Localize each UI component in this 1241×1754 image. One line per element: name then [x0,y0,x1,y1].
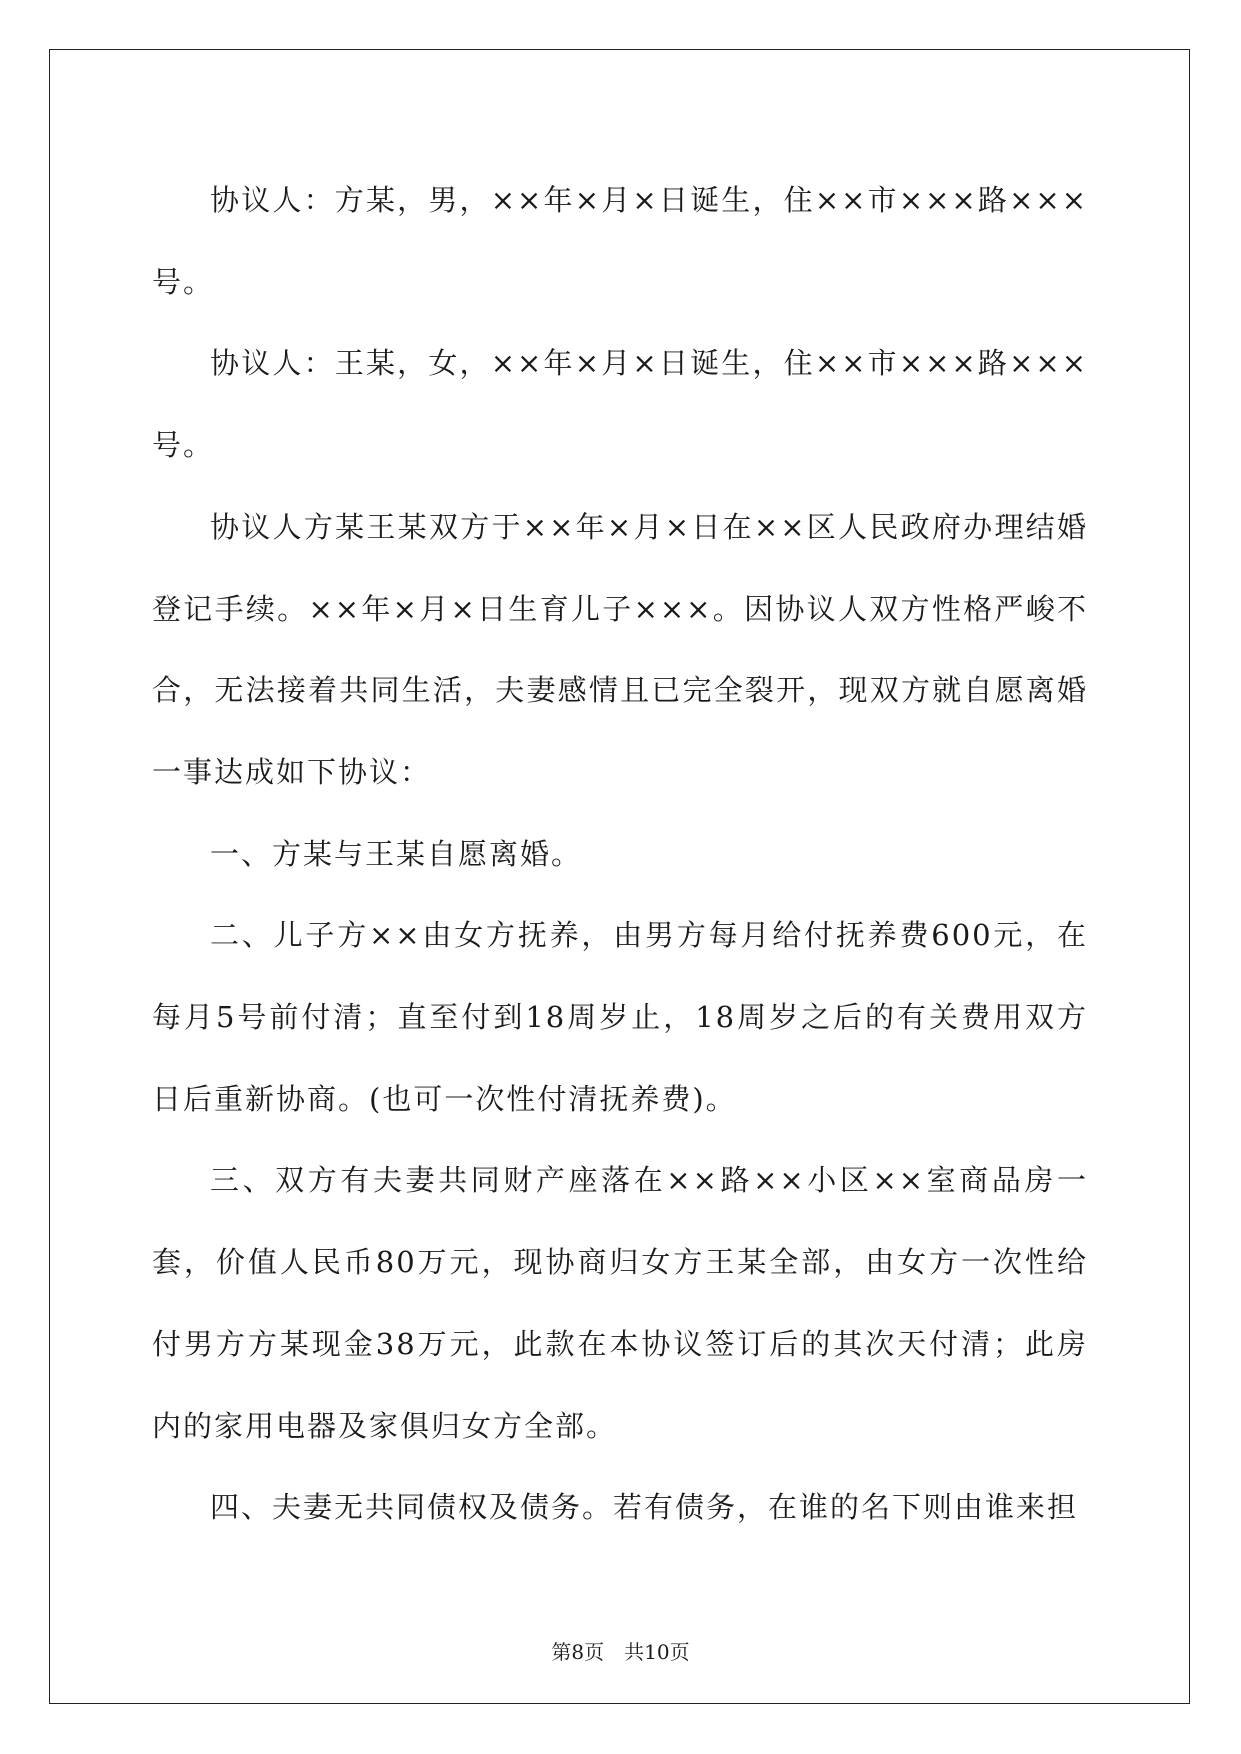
page-number-footer: 第8页 共10页 [551,1640,690,1664]
party-woman-paragraph: 协议人：王某，女，××年×月×日诞生，住××市×××路×××号。 [152,346,1088,463]
marriage-background-paragraph: 协议人方某王某双方于××年×月×日在××区人民政府办理结婚登记手续。××年×月×日生育儿子×××。因协议人双方性格严峻不合，无法接着共同生活，夫妻感情且已完全裂开，现双方就自愿离婚一事达成如下协议： [152,509,1088,789]
clause-2-paragraph: 二、儿子方××由女方抚养，由男方每月给付抚养费600元，在每月5号前付清；直至付到18周岁止，18周岁之后的有关费用双方日后重新协商。(也可一次性付清抚养费)。 [152,918,1088,1116]
clause-4-paragraph: 四、夫妻无共同债权及债务。若有债务，在谁的名下则由谁来担 [210,1490,1079,1525]
clause-3-paragraph: 三、双方有夫妻共同财产座落在××路××小区××室商品房一套，价值人民币80万元，现协商归女方王某全部，由女方一次性给付男方方某现金38万元，此款在本协议签订后的其次天付清；此房内的家用电器及家俱归女方全部。 [152,1163,1088,1443]
document-body [152,160,1088,1549]
clause-1-paragraph: 一、方某与王某自愿离婚。 [210,836,583,871]
party-man-paragraph: 协议人：方某，男，××年×月×日诞生，住××市×××路×××号。 [152,183,1088,299]
